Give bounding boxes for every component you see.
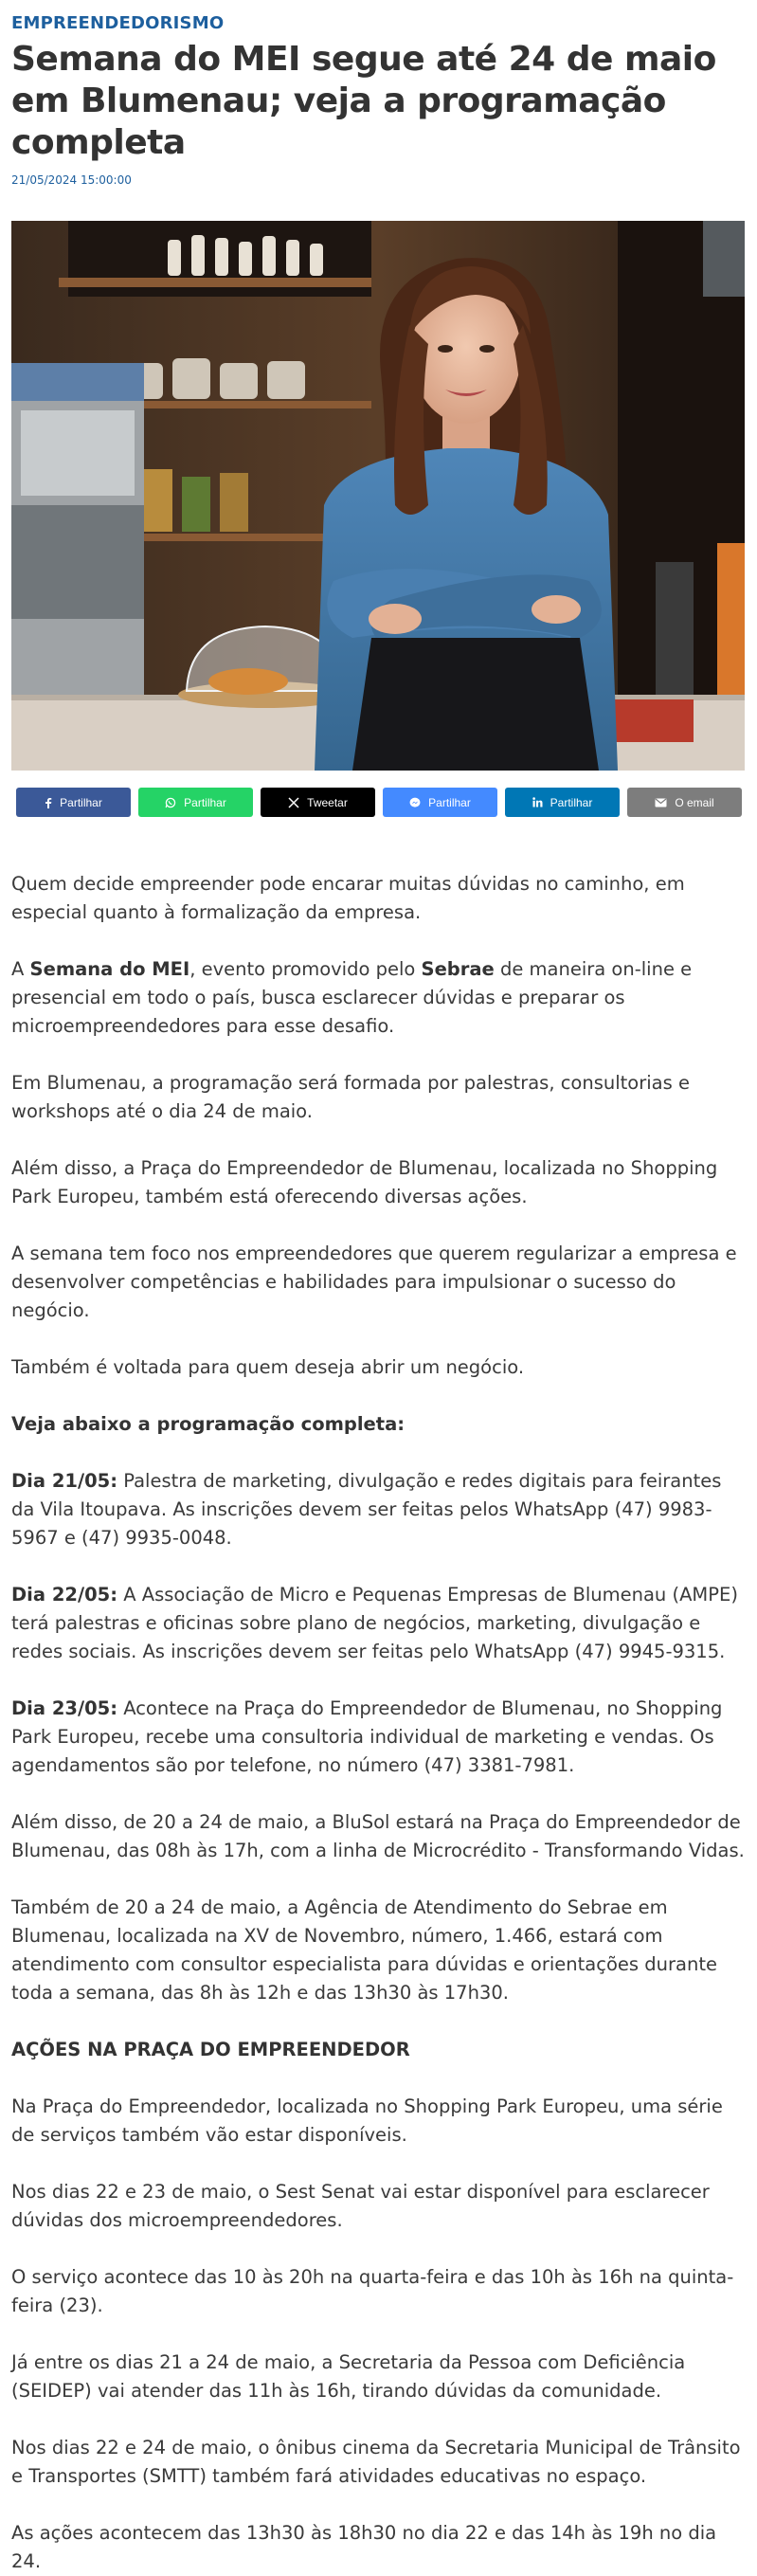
paragraph: Na Praça do Empreendedor, localizada no Shopping Park Europeu, uma série de serviços também vão estar disponíveis. (11, 2095, 723, 2146)
paragraph: Quem decide empreender pode encarar muitas dúvidas no caminho, em especial quanto à formalização da empresa. (11, 873, 685, 923)
section-heading: AÇÕES NA PRAÇA DO EMPREENDEDOR (11, 2039, 410, 2060)
share-linkedin-label: Partilhar (550, 795, 593, 809)
paragraph (11, 1410, 746, 1439)
messenger-icon (409, 797, 421, 808)
share-whatsapp-label: Partilhar (184, 795, 226, 809)
share-bar (16, 788, 742, 817)
hero-image (11, 221, 745, 771)
facebook-icon (45, 797, 52, 808)
paragraph: Além disso, a Praça do Empreendedor de Blumenau, localizada no Shopping Park Europeu, também está oferecendo diversas ações. (11, 1157, 718, 1207)
emphasis-semana-do-mei: Semana do MEI (29, 958, 190, 980)
article-title: Semana do MEI segue até 24 de maio em Blumenau; veja a programação completa (11, 40, 716, 162)
article-page (0, 13, 757, 2576)
paragraph: Nos dias 22 e 23 de maio, o Sest Senat vai estar disponível para esclarecer dúvidas dos microempreendedores. (11, 2181, 710, 2231)
paragraph: Em Blumenau, a programação será formada por palestras, consultorias e workshops até o dia 24 de maio. (11, 1072, 690, 1122)
share-email-button[interactable] (627, 788, 742, 817)
share-messenger-button[interactable] (383, 788, 497, 817)
paragraph: Nos dias 22 e 24 de maio, o ônibus cinema da Secretaria Municipal de Trânsito e Transportes (SMTT) também fará atividades educativas no espaço. (11, 2437, 741, 2487)
x-icon (288, 797, 299, 808)
paragraph: Também é voltada para quem deseja abrir um negócio. (11, 1356, 525, 1378)
category-label[interactable]: EMPREENDEDORISMO (11, 13, 225, 33)
paragraph: Também de 20 a 24 de maio, a Agência de Atendimento do Sebrae em Blumenau, localizada na XV de Novembro, número, 1.466, estará com atendimento com consultor especialista para dúvidas e orientações durante toda a semana, das 8h às 12h e das 13h30 às 17h30. (11, 1896, 717, 2004)
linkedin-icon (532, 797, 543, 807)
share-x-label: Tweetar (307, 795, 348, 809)
paragraph: O serviço acontece das 10 às 20h na quarta-feira e das 10h às 16h na quinta-feira (23). (11, 2266, 734, 2316)
paragraph: Já entre os dias 21 a 24 de maio, a Secretaria da Pessoa com Deficiência (SEIDEP) vai atender das 11h às 16h, tirando dúvidas da comunidade. (11, 2351, 686, 2402)
share-email-label: O email (675, 795, 714, 809)
paragraph: As ações acontecem das 13h30 às 18h30 no dia 22 e das 14h às 19h no dia 24. (11, 2522, 717, 2572)
schedule-day-22: Dia 22/05: A Associação de Micro e Pequenas Empresas de Blumenau (AMPE) terá palestras e oficinas sobre plano de negócios, marketing, divulgação e redes sociais. As inscrições devem ser feitas pelo WhatsApp (47) 9945-9315. (11, 1584, 738, 1662)
schedule-day-21: Dia 21/05: Palestra de marketing, divulgação e redes digitais para feirantes da Vila Itoupava. As inscrições devem ser feitas pelos WhatsApp (47) 9983-5967 e (47) 9935-0048. (11, 1470, 722, 1549)
paragraph: A Semana do MEI, evento promovido pelo Sebrae de maneira on-line e presencial em todo o país, busca esclarecer dúvidas e preparar os microempreendedores para esse desafio. (11, 958, 693, 1037)
share-whatsapp-button[interactable] (138, 788, 253, 817)
article-timestamp: 21/05/2024 15:00:00 (11, 173, 132, 187)
paragraph: A semana tem foco nos empreendedores que querem regularizar a empresa e desenvolver competências e habilidades para impulsionar o sucesso do negócio. (11, 1243, 737, 1321)
email-icon (655, 798, 667, 807)
schedule-heading: Veja abaixo a programação completa: (11, 1413, 406, 1435)
article-body (11, 870, 746, 2576)
share-facebook-label: Partilhar (60, 795, 102, 809)
share-linkedin-button[interactable] (505, 788, 620, 817)
paragraph: Além disso, de 20 a 24 de maio, a BluSol estará na Praça do Empreendedor de Blumenau, das 08h às 17h, com a linha de Microcrédito - Transformando Vidas. (11, 1811, 745, 1861)
whatsapp-icon (165, 797, 176, 808)
schedule-day-23: Dia 23/05: Acontece na Praça do Empreendedor de Blumenau, no Shopping Park Europeu, recebe uma consultoria individual de marketing e vendas. Os agendamentos são por telefone, no número (47) 3381-7981. (11, 1697, 723, 1776)
emphasis-sebrae: Sebrae (421, 958, 495, 980)
share-x-button[interactable] (261, 788, 375, 817)
share-messenger-label: Partilhar (428, 795, 471, 809)
share-facebook-button[interactable] (16, 788, 131, 817)
